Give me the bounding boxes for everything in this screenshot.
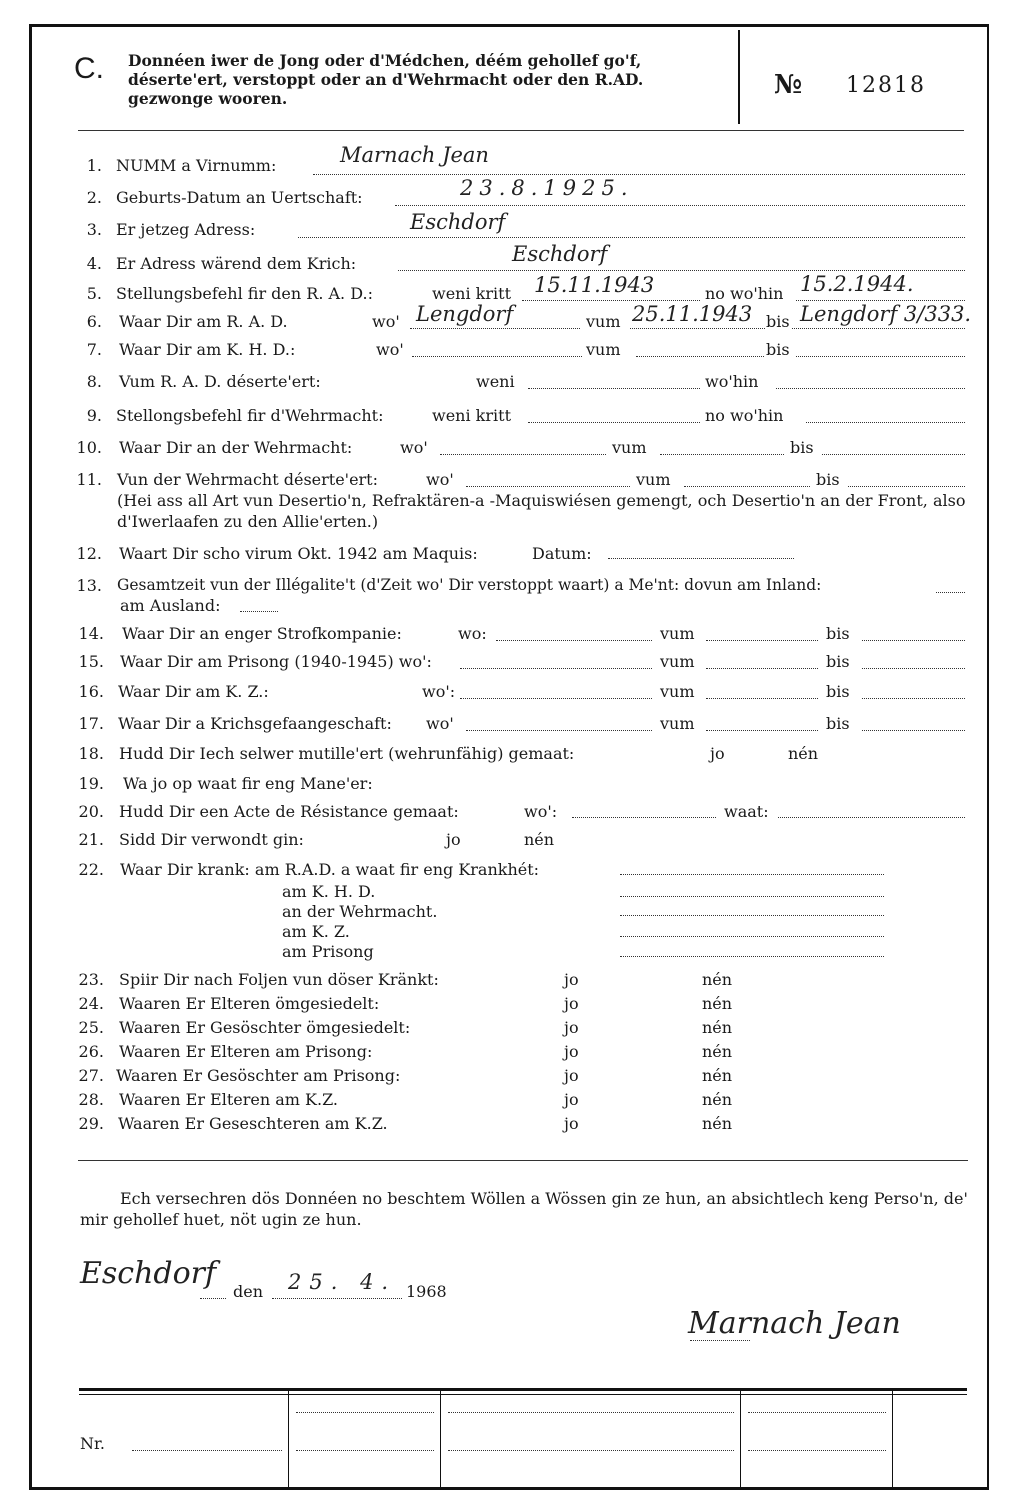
item-number: 25.	[78, 1018, 104, 1037]
field-label-siblings-kz: Waaren Er Geseschteren am K.Z.	[118, 1114, 388, 1133]
field-line-rad-from[interactable]	[630, 328, 765, 329]
declaration-text: Ech versechren dös Donnéen no beschtem Wöllen a Wössen gin ze hun, an absichtlech keng Perso'n, de' mir gehollef huet, nöt ugin ze hun.	[80, 1189, 968, 1229]
field-line-date[interactable]	[272, 1298, 402, 1299]
handwritten-place: Eschdorf	[80, 1256, 217, 1291]
item-number: 11.	[76, 470, 102, 489]
field-line-captivity-where[interactable]	[466, 730, 652, 731]
signature-line[interactable]	[690, 1340, 750, 1341]
item-number: 10.	[76, 438, 102, 457]
field-line-resistance-what[interactable]	[778, 817, 965, 818]
field-sublabel: Datum:	[532, 544, 592, 563]
field-sublabel: wo:	[458, 624, 487, 643]
item-number: 2.	[86, 188, 102, 207]
field-line-wehrmacht-desert-until[interactable]	[848, 486, 965, 487]
field-sublabel: am Ausland:	[120, 596, 221, 615]
item-number: 23.	[78, 970, 104, 989]
field-line-address[interactable]	[298, 237, 965, 238]
date-prefix: den	[233, 1282, 264, 1301]
footer-cell-line[interactable]	[748, 1412, 886, 1413]
item-number: 3.	[86, 220, 102, 239]
field-line-prison-where[interactable]	[460, 668, 652, 669]
field-label-sick: Waar Dir krank: am R.A.D. a waat fir eng Krankhét:	[120, 860, 540, 879]
item-number: 5.	[86, 284, 102, 303]
item-number: 18.	[78, 744, 104, 763]
item-number: 27.	[78, 1066, 104, 1085]
field-sublabel: bis	[816, 470, 840, 489]
field-line-maquis-date[interactable]	[608, 558, 794, 559]
field-sublabel: weni kritt	[432, 406, 511, 425]
option-yes[interactable]: jo	[564, 1018, 579, 1037]
field-line-penal-until[interactable]	[862, 640, 965, 641]
field-line-birth[interactable]	[395, 205, 965, 206]
field-label-parents-kz: Waaren Er Elteren am K.Z.	[119, 1090, 339, 1109]
field-line-war-address[interactable]	[398, 270, 965, 271]
field-label-wehrmacht: Waar Dir an der Wehrmacht:	[119, 438, 353, 457]
field-sublabel: wo':	[422, 682, 456, 701]
footer-rule-thick	[79, 1388, 967, 1391]
item-number: 7.	[86, 340, 102, 359]
field-sublabel: wo'	[426, 714, 454, 733]
field-label-khd: Waar Dir am K. H. D.:	[119, 340, 296, 359]
field-line-penal-where[interactable]	[496, 640, 652, 641]
item-number: 28.	[78, 1090, 104, 1109]
field-sublabel: vum	[660, 682, 695, 701]
footer-nr-line[interactable]	[132, 1450, 282, 1451]
field-sublabel: wo':	[524, 802, 558, 821]
field-sublabel: am Prisong	[282, 942, 374, 961]
item-number: 21.	[78, 830, 104, 849]
form-header-text: Donnéen iwer de Jong oder d'Médchen, déém gehollef go'f, déserte'ert, verstoppt oder an d'Wehrmacht oder den R.AD. gezwonge wooren.	[128, 51, 644, 108]
handwritten-rad-from: 25.11.1943	[632, 302, 753, 326]
handwritten-rad-order-dest: 15.2.1944.	[800, 272, 914, 296]
field-sublabel: wo'	[372, 312, 400, 331]
field-line-name[interactable]	[313, 174, 965, 175]
desertion-note: (Hei ass all Art vun Desertio'n, Refraktären-a -Maquiswiésen gemengt, och Desertio'n an der Front, also d'Iwerlaafen zu den Allie'erten.)	[117, 491, 966, 531]
item-number: 24.	[78, 994, 104, 1013]
field-line-prison-from[interactable]	[706, 668, 818, 669]
field-sublabel: vum	[586, 312, 621, 331]
item-number: 19.	[78, 774, 104, 793]
item-number: 8.	[86, 372, 102, 391]
field-sublabel: bis	[826, 682, 850, 701]
footer-rule-thin	[79, 1394, 967, 1395]
field-sublabel: an der Wehrmacht.	[282, 902, 438, 921]
item-number: 20.	[78, 802, 104, 821]
form-section-letter: C.	[74, 52, 104, 85]
field-label-address: Er jetzeg Adress:	[116, 220, 256, 239]
field-line-rad-where[interactable]	[410, 328, 580, 329]
field-line-sick-kz[interactable]	[620, 936, 884, 937]
footer-cell-line[interactable]	[448, 1412, 734, 1413]
field-label-rad-desert: Vum R. A. D. déserte'ert:	[119, 372, 321, 391]
field-line-place[interactable]	[200, 1298, 226, 1299]
field-sublabel: vum	[660, 714, 695, 733]
handwritten-name: Marnach Jean	[340, 143, 489, 167]
field-sublabel: weni kritt	[432, 284, 511, 303]
handwritten-address: Eschdorf	[410, 210, 506, 234]
field-sublabel: bis	[826, 714, 850, 733]
field-sublabel: waat:	[724, 802, 769, 821]
item-number: 15.	[78, 652, 104, 671]
footer-cell-line[interactable]	[448, 1450, 734, 1451]
field-sublabel: vum	[586, 340, 621, 359]
item-number: 22.	[78, 860, 104, 879]
field-sublabel: wo'	[400, 438, 428, 457]
field-label-mutilation-manner: Wa jo op waat fir eng Mane'er:	[123, 774, 373, 793]
field-label-wounded: Sidd Dir verwondt gin:	[119, 830, 304, 849]
field-line-wehrmacht-desert-from[interactable]	[684, 486, 810, 487]
header-rule	[78, 130, 964, 131]
footer-cell-line[interactable]	[296, 1412, 434, 1413]
option-yes[interactable]: jo	[446, 830, 461, 849]
footer-cell-line[interactable]	[748, 1450, 886, 1451]
field-line-khd-from[interactable]	[636, 356, 764, 357]
field-label-prison: Waar Dir am Prisong (1940-1945) wo':	[120, 652, 432, 671]
option-yes[interactable]: jo	[564, 970, 579, 989]
footer-cell-divider	[440, 1390, 441, 1490]
option-no[interactable]: nén	[524, 830, 555, 849]
option-no[interactable]: nén	[702, 970, 733, 989]
field-line-rad-order-dest[interactable]	[796, 300, 965, 301]
option-yes[interactable]: jo	[564, 994, 579, 1013]
handwritten-war-address: Eschdorf	[512, 242, 608, 266]
item-number: 12.	[76, 544, 102, 563]
field-label-mutilation: Hudd Dir Iech selwer mutille'ert (wehrunfähig) gemaat:	[119, 744, 575, 763]
option-yes[interactable]: jo	[564, 1042, 579, 1061]
footer-cell-line[interactable]	[296, 1450, 434, 1451]
field-label-kz: Waar Dir am K. Z.:	[118, 682, 269, 701]
field-sublabel: bis	[790, 438, 814, 457]
field-line-wehrmacht-order-dest[interactable]	[806, 422, 965, 423]
field-label-name: NUMM a Virnumm:	[116, 156, 277, 175]
field-label-war-address: Er Adress wärend dem Krich:	[116, 254, 357, 273]
footer-cell-divider	[740, 1390, 741, 1490]
field-line-wehrmacht-until[interactable]	[822, 454, 965, 455]
option-no[interactable]: nén	[702, 1114, 733, 1133]
field-label-illegality: Gesamtzeit vun der Illégalite't (d'Zeit wo' Dir verstoppt waart) a Me'nt: dovun am Inland:	[117, 576, 822, 594]
handwritten-rad-where: Lengdorf	[416, 302, 514, 326]
field-label-parents-resettled: Waaren Er Elteren ömgesiedelt:	[119, 994, 380, 1013]
field-line-rad-order-date[interactable]	[522, 300, 700, 301]
item-number: 26.	[78, 1042, 104, 1061]
handwritten-signature: Marnach Jean	[688, 1306, 901, 1341]
field-sublabel: weni	[476, 372, 515, 391]
footer-cell-divider	[892, 1390, 893, 1490]
field-label-birth: Geburts-Datum an Uertschaft:	[116, 188, 363, 207]
footer-nr-label: Nr.	[80, 1434, 105, 1453]
field-line-wehrmacht-order-date[interactable]	[528, 422, 700, 423]
field-line-sick-prison[interactable]	[620, 956, 884, 957]
item-number: 29.	[78, 1114, 104, 1133]
item-number: 14.	[78, 624, 104, 643]
field-label-captivity: Waar Dir a Krichsgefaangeschaft:	[118, 714, 392, 733]
field-sublabel: vum	[660, 652, 695, 671]
option-no[interactable]: nén	[702, 1018, 733, 1037]
field-line-kz-from[interactable]	[706, 698, 818, 699]
field-line-resistance-where[interactable]	[572, 817, 716, 818]
option-yes[interactable]: jo	[564, 1066, 579, 1085]
field-label-penal-company: Waar Dir an enger Strofkompanie:	[122, 624, 402, 643]
field-label-wehrmacht-order: Stellongsbefehl fir d'Wehrmacht:	[116, 406, 384, 425]
field-sublabel: bis	[766, 312, 790, 331]
option-no[interactable]: nén	[702, 1090, 733, 1109]
footer-cell-divider	[288, 1390, 289, 1490]
field-sublabel: vum	[660, 624, 695, 643]
field-line-penal-from[interactable]	[706, 640, 818, 641]
field-line-khd-where[interactable]	[412, 356, 582, 357]
item-number: 6.	[86, 312, 102, 331]
field-label-siblings-prison: Waaren Er Gesöschter am Prisong:	[116, 1066, 401, 1085]
field-sublabel: bis	[766, 340, 790, 359]
field-sublabel: no wo'hin	[705, 406, 784, 425]
field-line-rad-desert-where[interactable]	[776, 388, 965, 389]
field-label-rad: Waar Dir am R. A. D.	[119, 312, 288, 331]
field-sublabel: wo'	[426, 470, 454, 489]
field-line-kz-until[interactable]	[862, 698, 965, 699]
number-sign: №	[774, 70, 804, 100]
date-year: 1968	[406, 1282, 447, 1301]
field-sublabel: bis	[826, 624, 850, 643]
field-line-sick-rad[interactable]	[620, 874, 884, 875]
header-divider	[738, 30, 740, 124]
field-sublabel: am K. H. D.	[282, 882, 376, 901]
field-sublabel: no wo'hin	[705, 284, 784, 303]
field-sublabel: wo'hin	[705, 372, 759, 391]
field-label-siblings-resettled: Waaren Er Gesöschter ömgesiedelt:	[119, 1018, 411, 1037]
handwritten-birth-date: 23.8.1925.	[460, 176, 634, 200]
field-line-wehrmacht-desert-where[interactable]	[466, 486, 630, 487]
section-rule	[78, 1160, 968, 1161]
field-label-wehrmacht-desert: Vun der Wehrmacht déserte'ert:	[117, 470, 378, 489]
field-label-rad-order: Stellungsbefehl fir den R. A. D.:	[116, 284, 373, 303]
item-number: 16.	[78, 682, 104, 701]
handwritten-rad-until: Lengdorf 3/333.	[800, 302, 972, 326]
option-yes[interactable]: jo	[564, 1114, 579, 1133]
field-sublabel: am K. Z.	[282, 922, 350, 941]
option-no[interactable]: nén	[702, 1042, 733, 1061]
field-line-illegality-abroad[interactable]	[240, 611, 278, 612]
field-line-sick-wehrmacht[interactable]	[620, 915, 884, 916]
field-line-captivity-from[interactable]	[706, 730, 818, 731]
field-label-aftereffects: Spiir Dir nach Foljen vun döser Kränkt:	[119, 970, 439, 989]
field-line-rad-until[interactable]	[792, 328, 965, 329]
field-line-prison-until[interactable]	[862, 668, 965, 669]
item-number: 13.	[76, 576, 102, 595]
field-line-kz-where[interactable]	[460, 698, 652, 699]
item-number: 1.	[86, 156, 102, 175]
option-no[interactable]: nén	[702, 994, 733, 1013]
field-label-maquis: Waart Dir scho virum Okt. 1942 am Maquis:	[119, 544, 478, 563]
field-label-parents-prison: Waaren Er Elteren am Prisong:	[119, 1042, 373, 1061]
item-number: 4.	[86, 254, 102, 273]
option-yes[interactable]: jo	[564, 1090, 579, 1109]
field-sublabel: vum	[636, 470, 671, 489]
handwritten-date: 25. 4.	[288, 1270, 397, 1294]
field-line-illegality-inland[interactable]	[936, 592, 965, 593]
option-no[interactable]: nén	[702, 1066, 733, 1085]
field-sublabel: wo'	[376, 340, 404, 359]
field-line-captivity-until[interactable]	[862, 730, 965, 731]
field-sublabel: bis	[826, 652, 850, 671]
field-sublabel: vum	[612, 438, 647, 457]
field-line-khd-until[interactable]	[796, 356, 965, 357]
field-line-wehrmacht-from[interactable]	[660, 454, 784, 455]
item-number: 17.	[78, 714, 104, 733]
handwritten-rad-order-date: 15.11.1943	[534, 273, 655, 297]
option-no[interactable]: nén	[788, 744, 819, 763]
field-label-resistance: Hudd Dir een Acte de Résistance gemaat:	[119, 802, 459, 821]
form-number: 12818	[846, 73, 926, 98]
field-line-wehrmacht-where[interactable]	[440, 454, 606, 455]
item-number: 9.	[86, 406, 102, 425]
option-yes[interactable]: jo	[710, 744, 725, 763]
field-line-sick-khd[interactable]	[620, 896, 884, 897]
field-line-rad-desert-when[interactable]	[528, 388, 700, 389]
